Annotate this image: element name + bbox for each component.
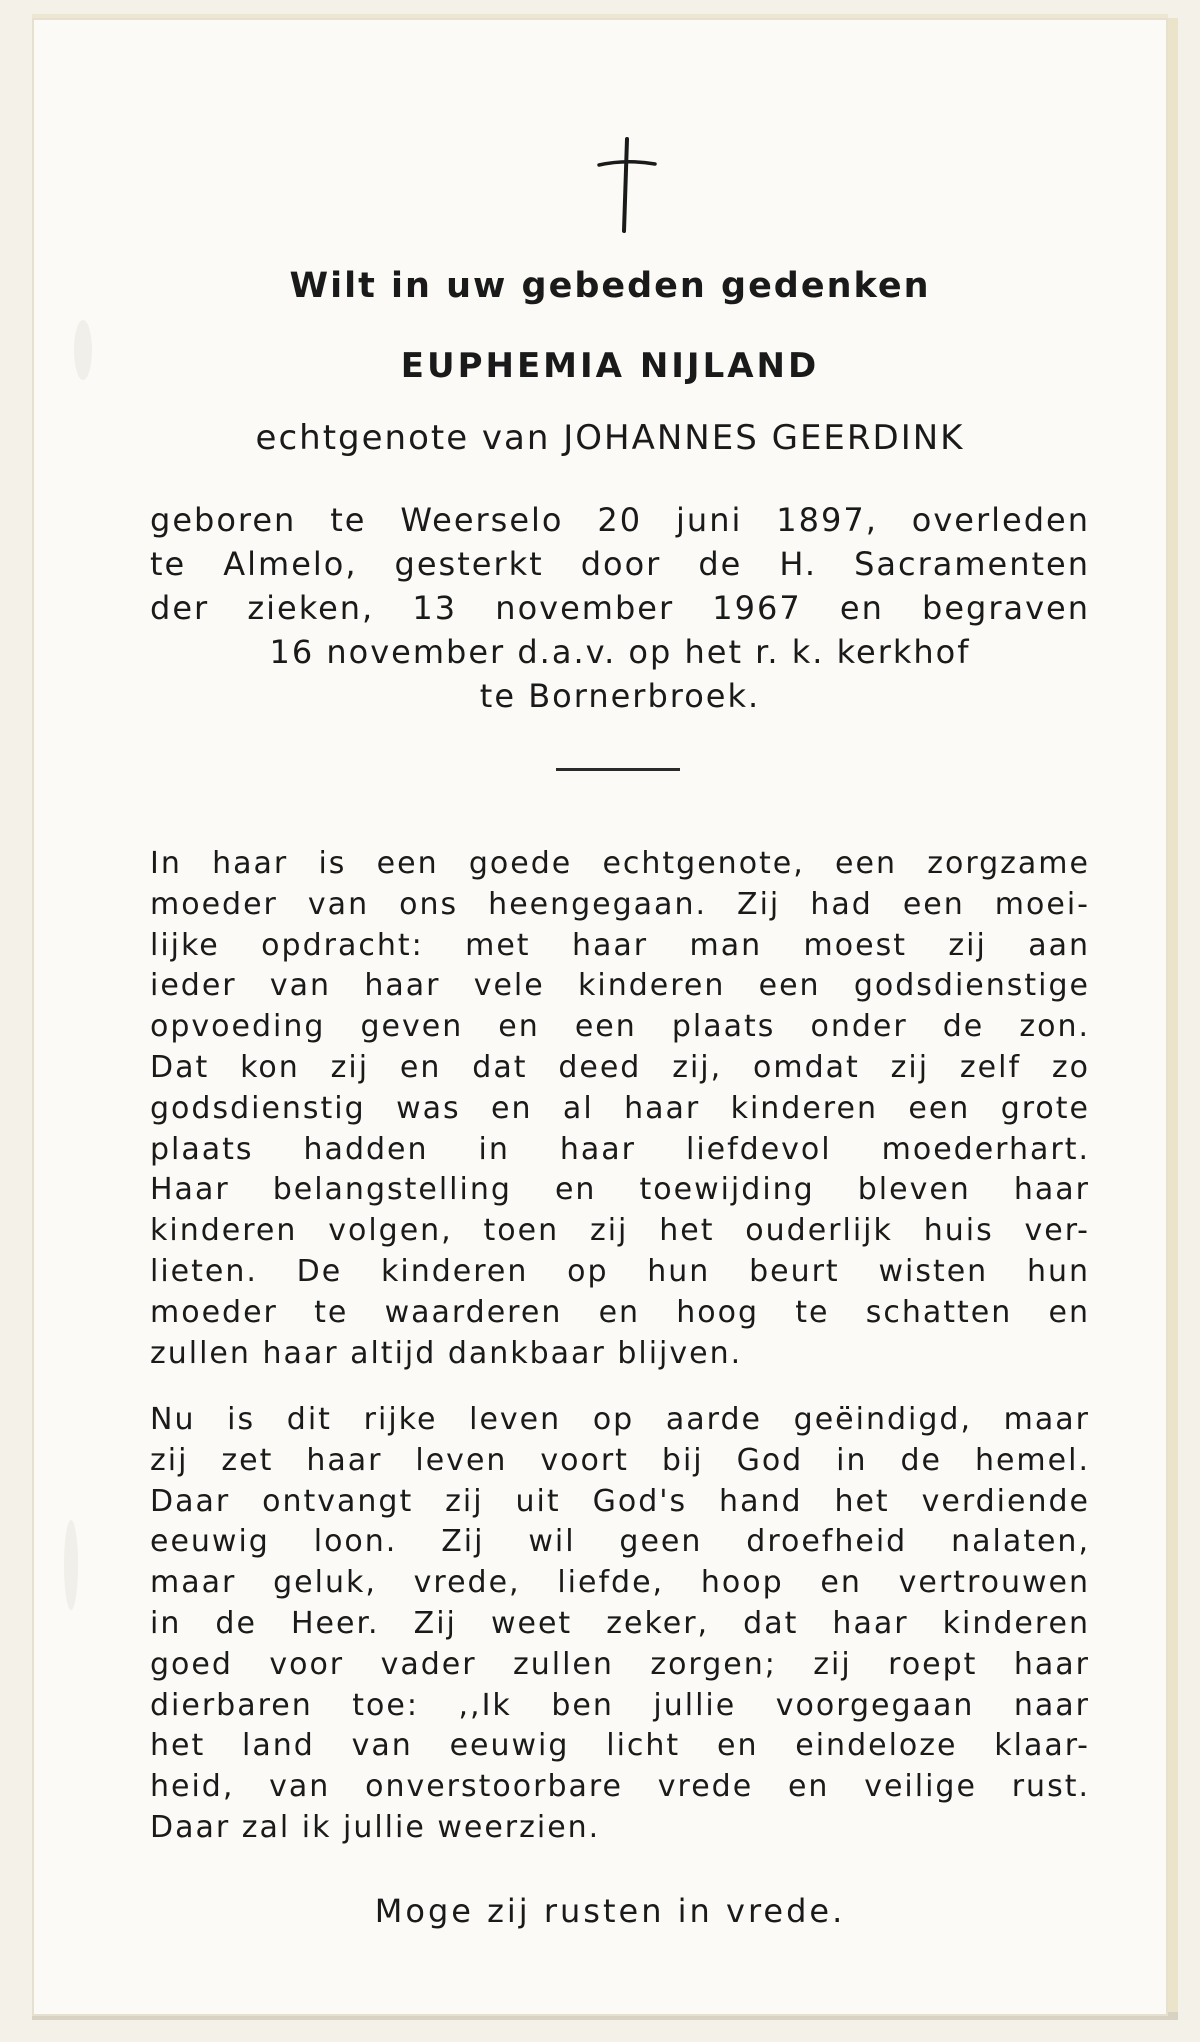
paragraph-faith [150, 1400, 1090, 1849]
text-line: Daar zal ik jullie weerzien. [150, 1809, 601, 1845]
text-line: opvoeding geven en een plaats onder de zon. [150, 1009, 1090, 1045]
text-line: lieten. De kinderen op hun beurt wisten hun [150, 1253, 1090, 1289]
text-line: Daar ontvangt zij uit God's hand het verdiende [150, 1483, 1090, 1519]
text-line: ieder van haar vele kinderen een godsdienstige [150, 968, 1090, 1004]
text-line: Dat kon zij en dat deed zij, omdat zij zelf zo [150, 1049, 1090, 1085]
text-line: Nu is dit rijke leven op aarde geëindigd, maar [150, 1402, 1090, 1437]
card-edge-right [1168, 18, 1178, 2016]
text-line: kinderen volgen, toen zij het ouderlijk huis ver- [150, 1213, 1090, 1249]
text-line: moeder te waarderen en hoog te schatten en [150, 1294, 1090, 1330]
text-line: godsdienstig was en al haar kinderen een grote [150, 1090, 1090, 1126]
text-line: plaats hadden in haar liefdevol moederhart. [150, 1131, 1090, 1167]
paper-smudge [74, 320, 92, 380]
life-line: der zieken, 13 november 1967 en begraven [150, 589, 1090, 627]
deceased-name: EUPHEMIA NIJLAND [400, 346, 820, 386]
life-line: te Almelo, gesterkt door de H. Sacramenten [150, 545, 1090, 583]
life-line: te Bornerbroek. [479, 677, 761, 715]
life-line: geboren te Weerselo 20 juni 1897, overleden [150, 501, 1090, 539]
text-line: heid, van onverstoorbare vrede en veilige rust. [150, 1769, 1090, 1805]
text-line: in de Heer. Zij weet zeker, dat haar kinderen [150, 1605, 1090, 1641]
text-line: lijke opdracht: met haar man moest zij aan [150, 927, 1090, 963]
section-divider [556, 768, 680, 771]
intro-line: Wilt in uw gebeden gedenken [289, 266, 931, 306]
text-line: eeuwig loon. Zij wil geen droefheid nalaten, [150, 1524, 1090, 1560]
life-details [150, 498, 1090, 718]
text-line: zij zet haar leven voort bij God in de hemel. [150, 1442, 1090, 1478]
text-line: zullen haar altijd dankbaar blijven. [150, 1335, 743, 1371]
spouse-line: echtgenote van JOHANNES GEERDINK [255, 418, 965, 458]
text-line: maar geluk, vrede, liefde, hoop en vertrouwen [150, 1565, 1090, 1601]
paragraph-tribute [150, 844, 1090, 1374]
cross-icon [581, 135, 671, 235]
text-line: moeder van ons heengegaan. Zij had een moei- [150, 886, 1090, 922]
text-line: goed voor vader zullen zorgen; zij roept haar [150, 1646, 1090, 1682]
closing-line: Moge zij rusten in vrede. [374, 1892, 846, 1930]
text-line: dierbaren toe: ,,Ik ben jullie voorgegaan naar [150, 1687, 1090, 1723]
text-line: Haar belangstelling en toewijding bleven haar [150, 1172, 1090, 1208]
text-line: het land van eeuwig licht en eindeloze klaar- [150, 1728, 1090, 1764]
paper-smudge [64, 1520, 78, 1610]
text-line: In haar is een goede echtgenote, een zorgzame [150, 846, 1090, 881]
life-line: 16 november d.a.v. op het r. k. kerkhof [269, 633, 971, 671]
